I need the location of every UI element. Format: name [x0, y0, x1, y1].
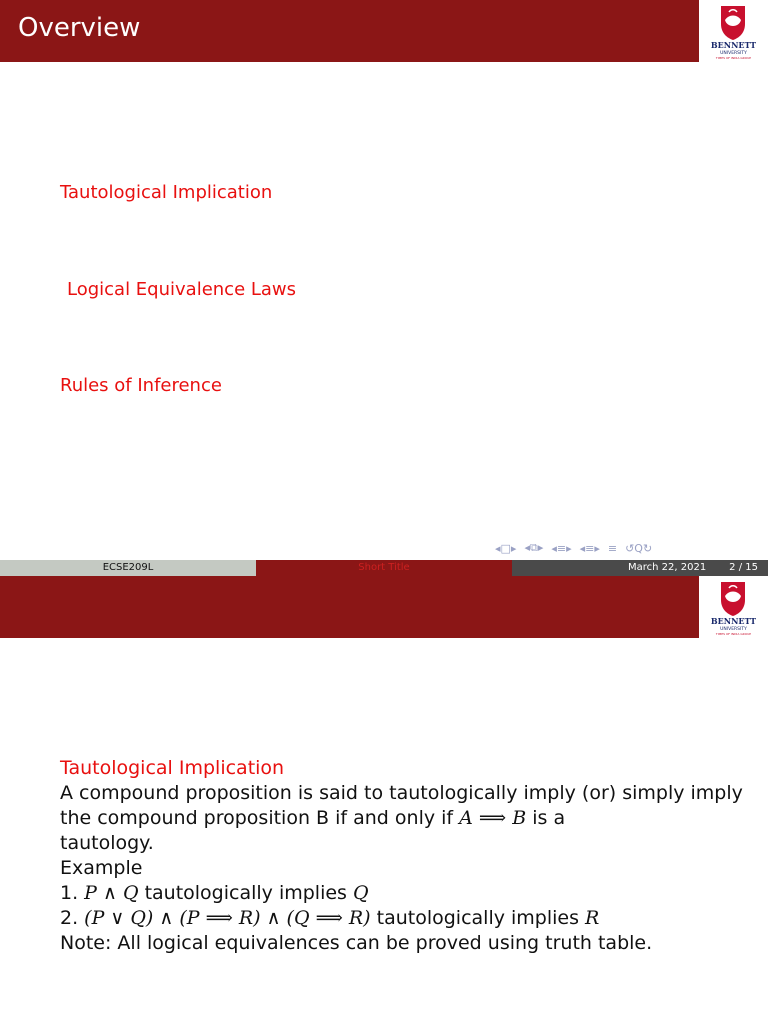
logo-tagline-text: TIMES OF INDIA GROUP: [715, 56, 752, 60]
text-fragment: the compound proposition B if and only if: [60, 807, 460, 829]
slide-title: Overview: [18, 13, 141, 43]
math-expression: P ∧ Q: [84, 882, 139, 904]
note-line: Note: All logical equivalences can be proved using truth table.: [60, 932, 653, 954]
section-heading: Tautological Implication: [60, 757, 285, 779]
text-fragment: is a: [526, 807, 566, 829]
example-1: [60, 881, 750, 906]
slide-footer: [0, 560, 768, 576]
toc-item-rules-of-inference[interactable]: Rules of Inference: [60, 375, 222, 396]
footer-page-number: 2 / 15: [729, 562, 758, 573]
toc-item-tautological-implication[interactable]: Tautological Implication: [60, 182, 273, 203]
math-var-r: R: [585, 907, 600, 929]
search-icon[interactable]: ↺Q↻: [625, 541, 653, 555]
body-line-2: [60, 806, 750, 831]
example-label: Example: [60, 857, 143, 879]
footer-date: March 22, 2021: [628, 562, 707, 573]
footer-date-page: [512, 560, 768, 576]
toc-item-logical-equivalence-laws[interactable]: Logical Equivalence Laws: [67, 279, 297, 300]
body-line-3: tautology.: [60, 832, 154, 854]
text-fragment: tautologically implies: [370, 907, 586, 929]
math-var-b: B: [512, 807, 527, 829]
slide-list-icon[interactable]: ≡: [607, 541, 618, 555]
logo-sub-text: UNIVERSITY: [720, 627, 747, 632]
logo-tagline-text: TIMES OF INDIA GROUP: [715, 632, 752, 636]
example-2: [60, 906, 750, 931]
slide-header: [0, 0, 768, 62]
list-number: 1.: [60, 882, 85, 904]
logo-name-text: BENNETT: [710, 40, 757, 50]
math-var-q: Q: [353, 882, 369, 904]
list-number: 2.: [60, 907, 85, 929]
logo-name-text: BENNETT: [710, 616, 757, 626]
beamer-navigation-bar: [495, 540, 765, 556]
math-var-a: A: [459, 807, 473, 829]
subsection-icon[interactable]: ◂≡▸: [551, 541, 572, 555]
university-logo: [699, 576, 768, 638]
nav-left-arrow-icon[interactable]: ◂□▸: [495, 541, 517, 555]
math-expression: (P ∨ Q) ∧ (P ⟹ R) ∧ (Q ⟹ R): [84, 907, 371, 929]
frame-icon[interactable]: ◂⧉▸: [524, 541, 544, 554]
body-line-1: A compound proposition is said to tautologically imply (or) simply imply: [60, 782, 743, 804]
footer-course-code: ECSE209L: [0, 560, 256, 576]
logo-sub-text: UNIVERSITY: [720, 51, 747, 56]
slide-tautological-implication: [0, 576, 768, 1024]
section-icon[interactable]: ◂≡▸: [579, 541, 600, 555]
slide-body: [60, 756, 750, 956]
slide-header: [0, 576, 768, 638]
footer-short-title: Short Title: [256, 560, 512, 576]
implies-symbol: ⟹: [472, 807, 513, 829]
university-logo: [699, 0, 768, 62]
text-fragment: tautologically implies: [138, 882, 353, 904]
